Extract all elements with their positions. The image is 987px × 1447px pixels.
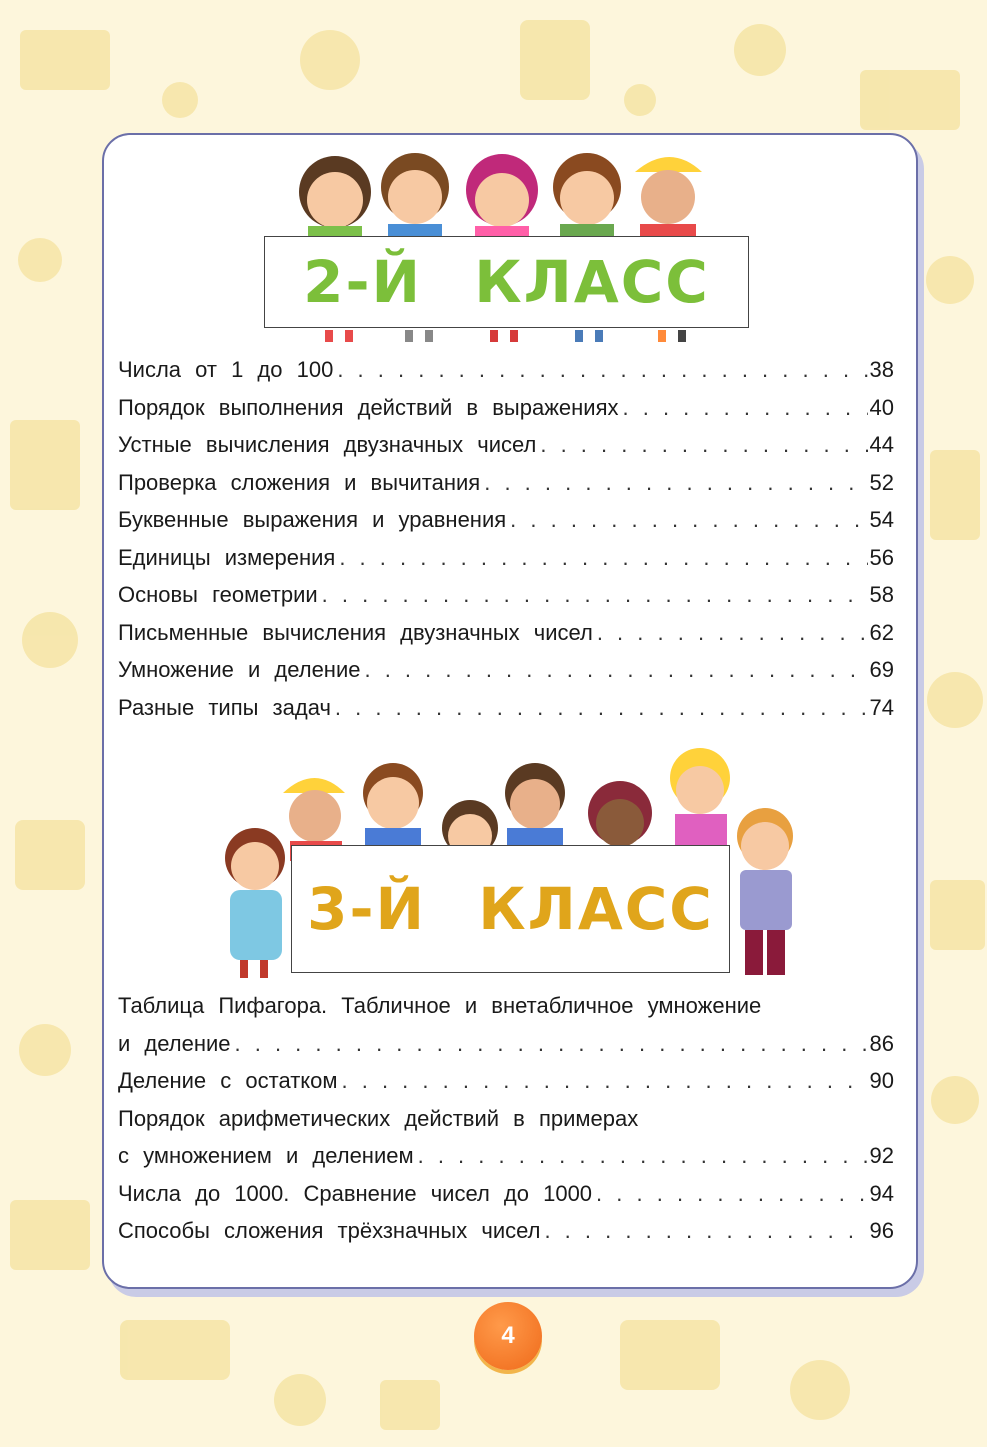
kid-blonde (670, 748, 730, 854)
toc-entry-title: с умножением и делением (118, 1143, 414, 1168)
toc-entry-first-line (118, 1106, 894, 1144)
toc-entry-page: 40 (869, 394, 894, 420)
kid-4 (553, 153, 621, 246)
toc-entry-page: 74 (869, 694, 894, 720)
kid-5 (635, 157, 702, 246)
grade2-heading: 2-Й КЛАСС (264, 236, 749, 328)
toc-entry-page: 86 (869, 1030, 894, 1056)
toc-entry[interactable] (118, 470, 894, 508)
toc-entry-page: 38 (869, 357, 894, 382)
toc-entry-title: и деление (118, 1030, 231, 1056)
toc-entry-title: Порядок выполнения действий в выражениях (118, 394, 619, 420)
toc-entry[interactable] (118, 1068, 894, 1106)
toc-entry-title: Основы геометрии (118, 582, 318, 607)
toc-entry[interactable] (118, 545, 894, 583)
toc-entry[interactable] (118, 1143, 894, 1181)
kid-waving (505, 763, 565, 858)
toc-entry[interactable] (118, 357, 894, 395)
toc-entry-title: Умножение и деление (118, 657, 361, 682)
toc-entry[interactable] (118, 507, 894, 545)
kid-girl-left (225, 828, 285, 978)
toc-entry-page: 56 (869, 544, 894, 570)
toc-entry-page: 52 (869, 469, 894, 495)
toc-entry-page: 54 (869, 507, 894, 532)
toc-entry-page: 94 (869, 1180, 894, 1206)
dot-leader (596, 1181, 867, 1207)
toc-entry-title: Буквенные выражения и уравнения (118, 507, 507, 532)
dot-leader (342, 1068, 868, 1094)
toc-entry-title-line1: Порядок арифметических действий в примерах (118, 1105, 639, 1131)
toc-entry-page: 96 (869, 1218, 894, 1243)
toc-entry[interactable] (118, 695, 894, 733)
kid-3 (466, 154, 538, 248)
page-number-badge: 4 (474, 1302, 542, 1370)
kid-stripes (363, 763, 423, 858)
toc-entry[interactable] (118, 1218, 894, 1256)
toc-entry-title: Деление с остатком (118, 1068, 338, 1093)
toc-entry[interactable] (118, 1181, 894, 1219)
toc-entry-page: 69 (869, 657, 894, 682)
dot-leader (235, 1031, 868, 1057)
kid-curly (588, 781, 652, 847)
toc-entry-page: 58 (869, 582, 894, 607)
dot-leader (335, 695, 868, 721)
toc-entry-title: Письменные вычисления двузначных чисел (118, 619, 593, 645)
toc-entry[interactable] (118, 1031, 894, 1069)
toc-entry-title-line1: Таблица Пифагора. Табличное и внетабличное умножение (118, 993, 762, 1018)
dot-leader (623, 395, 868, 421)
toc-entry-title: Единицы измерения (118, 544, 336, 570)
dot-leader (544, 1218, 867, 1244)
kid-boy-right (737, 808, 793, 975)
toc-entry-page: 62 (869, 619, 894, 645)
grade2-contents (118, 357, 894, 732)
dot-leader (418, 1143, 868, 1169)
dot-leader (484, 470, 867, 496)
toc-entry[interactable] (118, 432, 894, 470)
dot-leader (364, 657, 867, 683)
toc-entry-title: Разные типы задач (118, 694, 331, 720)
toc-entry-title: Числа до 1000. Сравнение чисел до 1000 (118, 1180, 593, 1206)
dot-leader (510, 507, 867, 533)
toc-entry-title: Устные вычисления двузначных чисел (118, 432, 537, 457)
toc-entry-page: 92 (869, 1143, 894, 1168)
toc-entry[interactable] (118, 620, 894, 658)
toc-entry-title: Числа от 1 до 100 (118, 357, 334, 382)
dot-leader (540, 432, 867, 458)
dot-leader (597, 620, 868, 646)
toc-entry[interactable] (118, 395, 894, 433)
dot-leader (337, 357, 867, 383)
toc-entry-page: 90 (869, 1068, 894, 1093)
toc-entry[interactable] (118, 582, 894, 620)
toc-entry-title: Проверка сложения и вычитания (118, 469, 481, 495)
grade3-heading: 3-Й КЛАСС (291, 845, 730, 973)
grade3-contents (118, 993, 894, 1256)
toc-entry-page: 44 (869, 432, 894, 457)
toc-entry-first-line (118, 993, 894, 1031)
toc-entry[interactable] (118, 657, 894, 695)
dot-leader (322, 582, 868, 608)
kid-2 (381, 153, 449, 246)
dot-leader (339, 545, 867, 571)
toc-entry-title: Способы сложения трёхзначных чисел (118, 1218, 541, 1243)
kid-1 (299, 156, 371, 248)
